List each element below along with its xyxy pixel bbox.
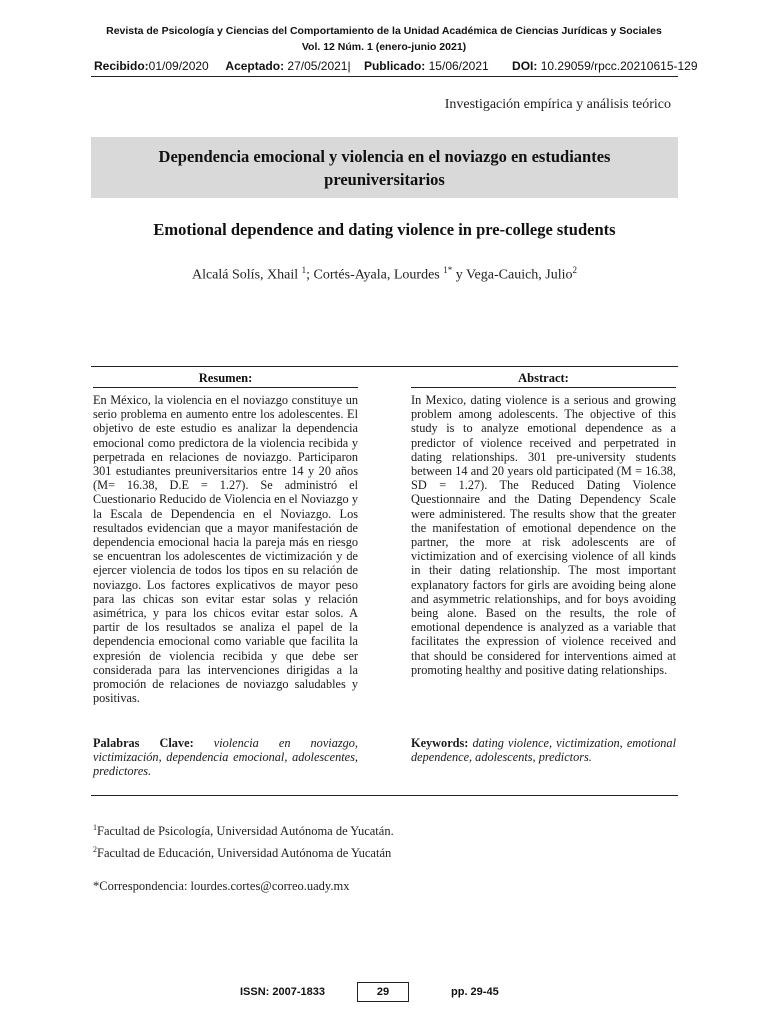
keywords bbox=[411, 736, 676, 764]
doi-value[interactable]: 10.29059/rpcc.20210615-129 bbox=[537, 59, 698, 73]
accepted-date: 27/05/2021 bbox=[284, 59, 348, 73]
author-1: Alcalá Solís, Xhail bbox=[191, 267, 302, 283]
published-date: 15/06/2021 bbox=[425, 59, 489, 73]
resumen-text: En México, la violencia en el noviazgo constituye un serio problema en aumento entre los adolescentes. El objetivo de este estudio es analizar la dependencia emocional como predictora de la violencia recibida y perpetrada en relaciones de noviazgo. Participaron 301 estudiantes preuniversitarios entre 14 y 20 años (M= 16.38, D.E = 1.27). Se administró el Cuestionario Reducido de Violencia en el Noviazgo y la Escala de Dependencia en el Noviazgo. Los resultados evidencian que a mayor manifestación de dependencia emocional hacia la pareja más en riesgo se encuentran los adolescentes de victimización y de ejercer violencia de todos los tipos en su relación de noviazgo. Los factores explicativos de mayor peso para las chicas son evitar estar solas y relación asimétrica, y para los chicos evitar estar solos. A partir de los resultados se analiza el papel de la dependencia emocional como variable que facilita la expresión de violencia recibida y que debe ser considerada para las intervenciones dirigidas a la promoción de relaciones de noviazgo saludables y positivas. bbox=[93, 393, 358, 706]
affiliation-2 bbox=[93, 845, 391, 861]
keywords-label: Keywords: bbox=[411, 736, 469, 750]
published-label: Publicado: bbox=[363, 59, 426, 73]
abstract-top-rule bbox=[91, 366, 678, 367]
author-2: ; Cortés-Ayala, Lourdes bbox=[306, 267, 444, 283]
page-range: pp. 29-45 bbox=[451, 986, 499, 998]
author-2-affil: 1* bbox=[443, 265, 453, 275]
date-separator: | bbox=[347, 59, 351, 73]
abstract-heading-rule bbox=[411, 387, 676, 388]
keywords-list: dating violence, victimization, emotional dependence, adolescents, predictors. bbox=[411, 736, 676, 765]
correspondence[interactable]: *Correspondencia: lourdes.cortes@correo.uady.mx bbox=[93, 879, 350, 893]
affiliation-2-mark: 2 bbox=[93, 845, 97, 854]
affiliation-1 bbox=[93, 823, 394, 839]
title-spanish-box bbox=[91, 137, 678, 198]
abstract-bottom-rule bbox=[91, 795, 678, 796]
journal-volume: Vol. 12 Núm. 1 (enero-junio 2021) bbox=[301, 41, 467, 53]
received-date: 01/09/2020 bbox=[148, 59, 209, 73]
title-english: Emotional dependence and dating violence in pre-college students bbox=[153, 220, 616, 239]
palabras-clave-list: violencia en noviazgo, victimización, dependencia emocional, adolescentes, predictores. bbox=[93, 736, 358, 779]
publication-dates bbox=[94, 59, 698, 73]
palabras-clave bbox=[93, 736, 358, 779]
affiliation-2-text: Facultad de Educación, Universidad Autónoma de Yucatán bbox=[97, 846, 392, 861]
abstract-heading: Abstract: bbox=[518, 371, 569, 385]
accepted-label: Aceptado: bbox=[225, 59, 285, 73]
author-3-affil: 2 bbox=[572, 265, 578, 275]
resumen-heading-rule bbox=[93, 387, 358, 388]
resumen-heading: Resumen: bbox=[198, 371, 253, 385]
section-type: Investigación empírica y análisis teórico bbox=[444, 97, 671, 112]
affiliation-1-text: Facultad de Psicología, Universidad Autónoma de Yucatán. bbox=[97, 824, 394, 839]
header-divider bbox=[91, 76, 678, 77]
journal-name: Revista de Psicología y Ciencias del Comportamiento de la Unidad Académica de Ciencias Jurídicas y Sociales bbox=[106, 25, 662, 37]
author-3: y Vega-Cauich, Julio bbox=[452, 267, 573, 283]
issn: ISSN: 2007-1833 bbox=[240, 986, 325, 998]
authors-line bbox=[91, 265, 678, 284]
palabras-clave-label: Palabras Clave: bbox=[93, 736, 194, 750]
received-label: Recibido: bbox=[94, 59, 149, 73]
page-number: 29 bbox=[357, 982, 409, 1002]
title-spanish: Dependencia emocional y violencia en el noviazgo en estudiantes preuniversitarios bbox=[158, 146, 611, 189]
affiliation-1-mark: 1 bbox=[93, 823, 97, 832]
doi-label: DOI: bbox=[512, 59, 538, 73]
author-1-affil: 1 bbox=[301, 265, 307, 275]
abstract-text: In Mexico, dating violence is a serious and growing problem among adolescents. The objective of this study is to analyze emotional dependence as a predictor of violence received and perpetrated in dating relationships. 301 pre-university students between 14 and 20 years old participated (M = 16.38, SD = 1.27). The Reduced Dating Violence Questionnaire and the Dating Dependency Scale were administered. The results show that the greater the manifestation of emotional dependence on the partner, the more at risk adolescents are of victimization and of exercising violence of all kinds in their dating relationship. The most important explanatory factors for girls are avoiding being alone and asymmetric relationships, and for boys avoiding being alone. Based on the results, the role of emotional dependence is analyzed as a variable that facilitates the expression of violence received and that should be considered for interventions aimed at promoting healthy and positive dating relationships. bbox=[411, 393, 676, 677]
